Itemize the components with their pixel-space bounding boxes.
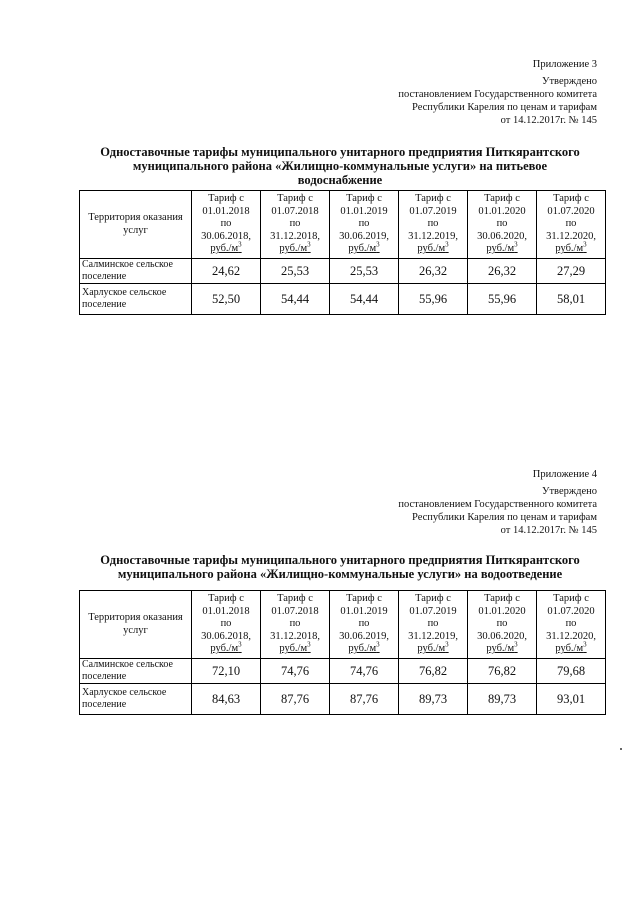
tariff-value: 72,10 [192,659,261,684]
tariff-value: 54,44 [330,284,399,315]
period-header: Тариф с 01.01.2019 по 30.06.2019, $руб./м^3$ [330,191,399,259]
tariff-value: 74,76 [330,659,399,684]
tariff-value: 25,53 [261,259,330,284]
decree-date: от 14.12.2017г. № 145 [500,115,597,126]
tariff-value: 79,68 [537,659,606,684]
period-header: Тариф с 01.07.2019 по 31.12.2019, $руб./м^3$ [399,591,468,659]
decree-line: Республики Карелия по ценам и тарифам [412,512,597,523]
period-header: Тариф с 01.01.2020 по 30.06.2020, $руб./м^3$ [468,191,537,259]
territory-header: Территория оказания услуг [80,191,192,259]
period-header: Тариф с 01.01.2018 по 30.06.2018, $руб./м^3$ [192,591,261,659]
annex-number: Приложение 3 [532,59,597,70]
tariff-value: 52,50 [192,284,261,315]
tariff-value: 74,76 [261,659,330,684]
tariff-value: 55,96 [399,284,468,315]
document-title [70,553,610,581]
tariff-table [79,190,606,315]
tariff-value: 89,73 [468,684,537,715]
territory-name: Салминское сельское поселение [80,659,192,684]
tariff-value: 25,53 [330,259,399,284]
tariff-value: 55,96 [468,284,537,315]
period-header: Тариф с 01.07.2020 по 31.12.2020, $руб./м^3$ [537,591,606,659]
tariff-value: 76,82 [468,659,537,684]
tariff-value: 54,44 [261,284,330,315]
territory-name: Харлуское сельское поселение [80,684,192,715]
tariff-table [79,590,606,715]
period-header: Тариф с 01.01.2018 по 30.06.2018, $руб./м^3$ [192,191,261,259]
territory-header: Территория оказания услуг [80,591,192,659]
approved-label: Утверждено [542,76,597,87]
tariff-value: 27,29 [537,259,606,284]
approved-label: Утверждено [542,486,597,497]
title-line: муниципального района «Жилищно-коммунальные услуги» на водоотведение [117,567,563,581]
document-title [70,145,610,187]
territory-name: Салминское сельское поселение [80,259,192,284]
tariff-value: 24,62 [192,259,261,284]
period-header: Тариф с 01.01.2020 по 30.06.2020, $руб./м^3$ [468,591,537,659]
table-row [80,659,606,684]
period-header: Тариф с 01.07.2018 по 31.12.2018, $руб./м^3$ [261,191,330,259]
tariff-value: 58,01 [537,284,606,315]
territory-name: Харлуское сельское поселение [80,284,192,315]
scan-mark [620,748,622,750]
tariff-value: 89,73 [399,684,468,715]
period-header: Тариф с 01.07.2020 по 31.12.2020, $руб./м^3$ [537,191,606,259]
table-row [80,259,606,284]
title-line: Одноставочные тарифы муниципального унитарного предприятия Питкярантского [100,145,580,159]
tariff-value: 87,76 [330,684,399,715]
decree-line: Республики Карелия по ценам и тарифам [412,102,597,113]
tariff-value: 84,63 [192,684,261,715]
table-row [80,684,606,715]
title-line: водоснабжение [297,173,383,187]
table-row [80,284,606,315]
period-header: Тариф с 01.07.2019 по 31.12.2019, $руб./м^3$ [399,191,468,259]
title-line: Одноставочные тарифы муниципального унитарного предприятия Питкярантского [100,553,580,567]
decree-line: постановлением Государственного комитета [398,499,597,510]
tariff-value: 26,32 [468,259,537,284]
period-header: Тариф с 01.01.2019 по 30.06.2019, $руб./м^3$ [330,591,399,659]
tariff-value: 87,76 [261,684,330,715]
decree-date: от 14.12.2017г. № 145 [500,525,597,536]
tariff-value: 26,32 [399,259,468,284]
approval-block [398,58,597,127]
period-header: Тариф с 01.07.2018 по 31.12.2018, $руб./м^3$ [261,591,330,659]
decree-line: постановлением Государственного комитета [398,89,597,100]
title-line: муниципального района «Жилищно-коммунальные услуги» на питьевое [132,159,548,173]
tariff-value: 76,82 [399,659,468,684]
tariff-value: 93,01 [537,684,606,715]
annex-number: Приложение 4 [532,469,597,480]
approval-block [398,468,597,537]
